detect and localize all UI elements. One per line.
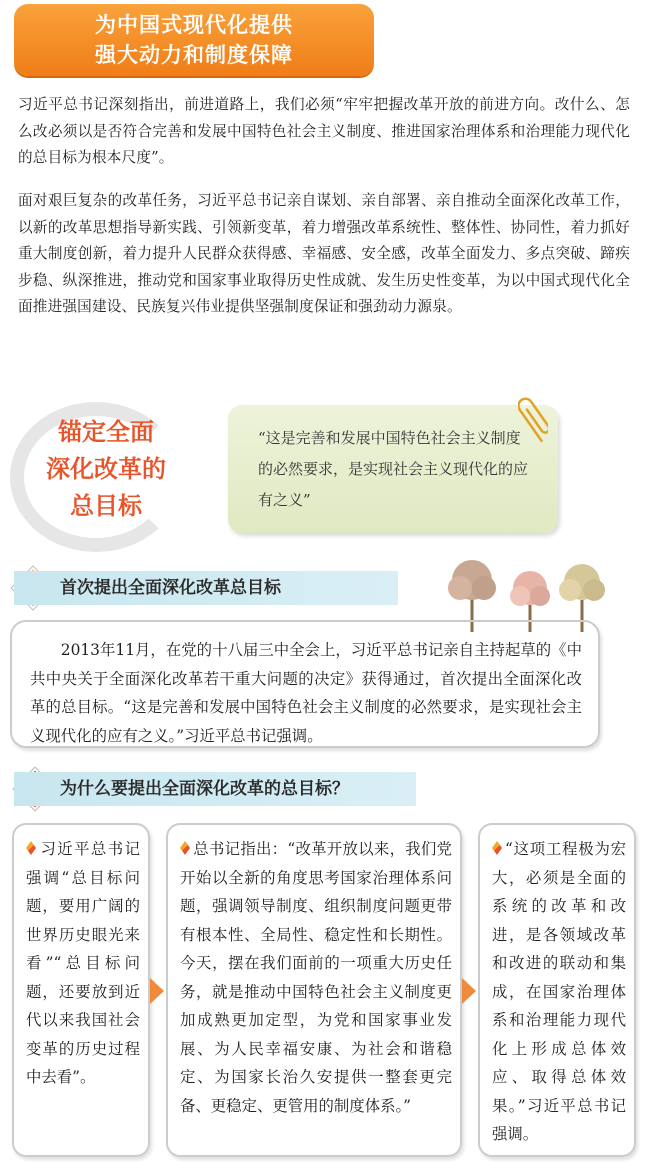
intro-paragraph-1: 习近平总书记深刻指出，前进道路上，我们必须“牢牢把握改革开放的前进方向。改什么、怎么改必须以是否符合完善和发展中国特色社会主义制度、推进国家治理体系和治理能力现代化的总目标为根本尺度”。	[18, 96, 630, 166]
goal-title-line-2: 深化改革的	[46, 455, 166, 483]
arrow-right-icon	[150, 978, 164, 1004]
quote-card	[228, 405, 558, 533]
reason-column-3	[478, 823, 636, 1157]
title-line-1: 为中国式现代化提供	[95, 13, 293, 37]
goal-title-line-1: 锚定全面	[58, 418, 154, 446]
reason-text-3: “这项工程极为宏大，必须是全面的系统的改革和改进，是各领域改革和改进的联动和集成，在国家治理体系和治理能力现代化上形成总体效应、取得总体效果。”习近平总书记强调。	[492, 840, 626, 1143]
reason-column-1	[12, 823, 150, 1157]
first-proposal-text: 2013年11月，在党的十八届三中全会上，习近平总书记亲自主持起草的《中共中央关于全面深化改革若干重大问题的决定》获得通过，首次提出全面深化改革的总目标。“这是完善和发展中国特色社会主义制度的必然要求，是实现社会主义现代化的应有之义。”习近平总书记强调。	[30, 641, 582, 745]
first-proposal-box	[10, 620, 600, 748]
section-heading-why: 为什么要提出全面深化改革的总目标？	[14, 772, 416, 806]
arrow-right-icon	[462, 978, 476, 1004]
section-heading-first-proposal: 首次提出全面深化改革总目标	[14, 571, 398, 605]
reason-text-1: 习近平总书记强调“总目标问题，要用广阔的世界历史眼光来看”“总目标问题，还要放到近代以来我国社会变革的历史过程中去看”。	[26, 840, 140, 1086]
title-line-2: 强大动力和制度保障	[95, 43, 293, 67]
quote-text: “这是完善和发展中国特色社会主义制度的必然要求，是实现社会主义现代化的应有之义”	[258, 429, 529, 509]
goal-title-line-3: 总目标	[70, 492, 142, 520]
diamond-bullet-icon	[492, 841, 502, 855]
diamond-bullet-icon	[26, 841, 36, 855]
intro-paragraph-2: 面对艰巨复杂的改革任务，习近平总书记亲自谋划、亲自部署、亲自推动全面深化改革工作，以新的改革思想指导新实践、引领新变革，着力增强改革系统性、整体性、协同性，着力抓好重大制度创新，着力提升人民群众获得感、幸福感、安全感，改革全面发力、多点突破、蹄疾步稳、纵深推进，推动党和国家事业取得历史性成就、发生历史性变革，为以中国式现代化全面推进强国建设、民族复兴伟业提供坚强制度保证和强劲动力源泉。	[18, 192, 630, 315]
reason-column-2	[166, 823, 462, 1157]
reason-text-2: 总书记指出：“改革开放以来，我们党开始以全新的角度思考国家治理体系问题，强调领导制度、组织制度问题更带有根本性、全局性、稳定性和长期性。今天，摆在我们面前的一项重大历史任务，就是推动中国特色社会主义制度更加成熟更加定型，为党和国家事业发展、为人民幸福安康、为社会和谐稳定、为国家长治久安提供一整套更完备、更稳定、更管用的制度体系。”	[180, 840, 452, 1115]
paperclip-icon	[518, 394, 548, 446]
diamond-bullet-icon	[180, 841, 190, 855]
title-banner	[14, 4, 374, 76]
goal-title	[36, 414, 176, 525]
